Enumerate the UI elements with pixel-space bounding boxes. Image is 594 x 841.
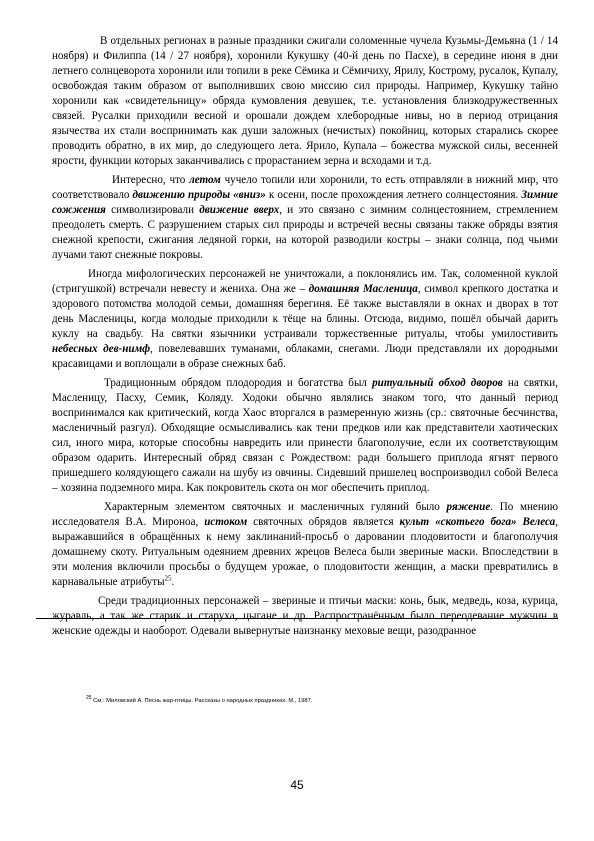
text-run: чучело топили или хоронили, то есть отправляли в нижний мир, что соответствовало	[52, 174, 558, 201]
paragraph	[52, 376, 558, 496]
text-run: Традиционным обрядом плодородия и богатства был	[104, 377, 373, 389]
text-run: , выражавшийся в обращённых к нему заклинаний-просьб о даровании плодовитости и благополучия домашнему скоту. Ритуальным одеянием древних жрецов Велеса были звериные маски. Впоследствии в эти моления включили просьбы о будущем урожае, о плодовитости женщин, а маски превратились в карнавальные атрибуты	[52, 516, 558, 588]
footnote	[86, 697, 546, 705]
text-run: , символ крепкого достатка и здорового потомства молодой семьи, домашняя берегиня. Её также выставляли в окнах и дворах в тот день Масленицы, когда молодые приходили к тёще на блины. Отсюда, видимо, пошёл обычай дарить куклу на свадьбу. На святки язычники устраивали торжественные ритуалы, чтобы умилостивить	[52, 283, 559, 340]
text-run: символизировали	[105, 204, 200, 216]
paragraph	[52, 34, 558, 169]
text-run: Иногда мифологических персонажей не уничтожали, а поклонялись им. Так, соломенной куклой (стригушкой) встречали невесту и жениха. Она же –	[52, 268, 558, 295]
emphasis-text: движение вверх	[199, 204, 280, 216]
emphasis-text: истоком	[204, 516, 248, 528]
emphasis-text: домашняя Масленица	[308, 283, 418, 295]
emphasis-text: летом	[189, 174, 221, 186]
page-number: 45	[290, 778, 304, 792]
emphasis-text: Зимние сожжения	[52, 189, 558, 216]
footnote-ref: 25	[164, 574, 172, 583]
body-text	[52, 34, 558, 643]
text-run: святочных обрядов является	[247, 516, 400, 528]
text-run: .	[171, 576, 175, 588]
text-run: Среди традиционных персонажей – звериные и птичьи маски: конь, бык, медведь, коза, курица, журавль, а так же старик и старуха, цыгане и др. Распространённым было переодевание мужчин в женские одежды и наоборот. Одевали вывернутые наизнанку меховые вещи, разодранное	[52, 595, 558, 637]
text-run: Характерным элементом святочных и масленичных гуляний было	[104, 501, 447, 513]
emphasis-text: ряжение	[446, 501, 491, 513]
text-run: на святки, Масленицу, Пасху, Семик, Коляду. Ходоки обычно являлись знаком того, что данный период воспринимался как критический, когда Хаос вторгался в размеренную жизнь (ср.: святочные бесчинства, масленичный разгул). Обходящие осмысливались как тени предков или как представители хаотических сил, иного мира, которые способны навредить или принести благополучие, если их соответствующим образом одарить. Интересный обряд связан с Рождеством: ради большего приплода ягнят первого пришедшего колядующего сажали на шубу из овчины. Сидевший пришелец воспроизводил собой Велеса – хозяина подземного мира. Как покровитель скота он мог обеспечить приплод.	[52, 377, 558, 494]
emphasis-text: движению природы «вниз»	[132, 189, 266, 201]
paragraph	[52, 173, 558, 263]
text-run: , и это связано с зимним солнцестоянием, стремлением преодолеть смерть. С разрушением старых сил природы и встречей весны связаны также обряды взятия снежной крепости, сжигания ледяной горки, на которой разводили костры – знаки солнца, под чьими лучами тают снежные покровы.	[52, 204, 558, 261]
emphasis-text: ритуальный обход дворов	[372, 377, 503, 389]
footnote-marker: 25	[86, 695, 92, 702]
text-run: В отдельных регионах в разные праздники сжигали соломенные чучела Кузьмы-Демьяна (1 / 14 ноября) и Филиппа (14 / 27 ноября), хоронили Кукушку (40-й день по Пасхе), в середине июня в дни летнего солнцеворота хоронили или топили в реке Сёмика и Сёмичиху, Ярилу, Кострому, русалок, Купалу, освобождая таким образом от выполнивших свою миссию сил природы. Например, Кукушку тайно хоронили как «свидетельницу» обряда кумовления девушек, т.е. установления близкодружественных связей. Русалки приходили весной и орошали дождем хлебородные нивы, но в период отрицания язычества их стали воспринимать как души заложных (нечистых) покойниц, которых старались скорее проводить обратно, в их мир, до следующего лета. Ярило, Купала – божества мужской силы, весенней ярости, функции которых заканчивались с прорастанием зерна и всходами и т.д.	[52, 35, 558, 167]
paragraph	[52, 500, 558, 590]
text-run: . По мнению исследователя В.А. Мироноа,	[52, 501, 559, 528]
text-run: к осени, после прохождения летнего солнцестояния.	[265, 189, 522, 201]
emphasis-text: небесных дев-нимф	[52, 343, 151, 355]
paragraph	[52, 594, 558, 639]
text-run: Интересно, что	[112, 174, 190, 186]
text-run: , повелевавших туманами, облаками, снегами. Люди представляли их дородными красавицами и воплощали в образе снежных баб.	[52, 343, 558, 370]
paragraph	[52, 267, 558, 372]
footnote-separator	[36, 618, 558, 619]
emphasis-text: культ «скотьего бога» Велеса	[399, 516, 556, 528]
footnote-text: См.: Миловский А. Песнь жар-птицы. Рассказы о народных праздниках. М., 1987.	[91, 698, 313, 704]
